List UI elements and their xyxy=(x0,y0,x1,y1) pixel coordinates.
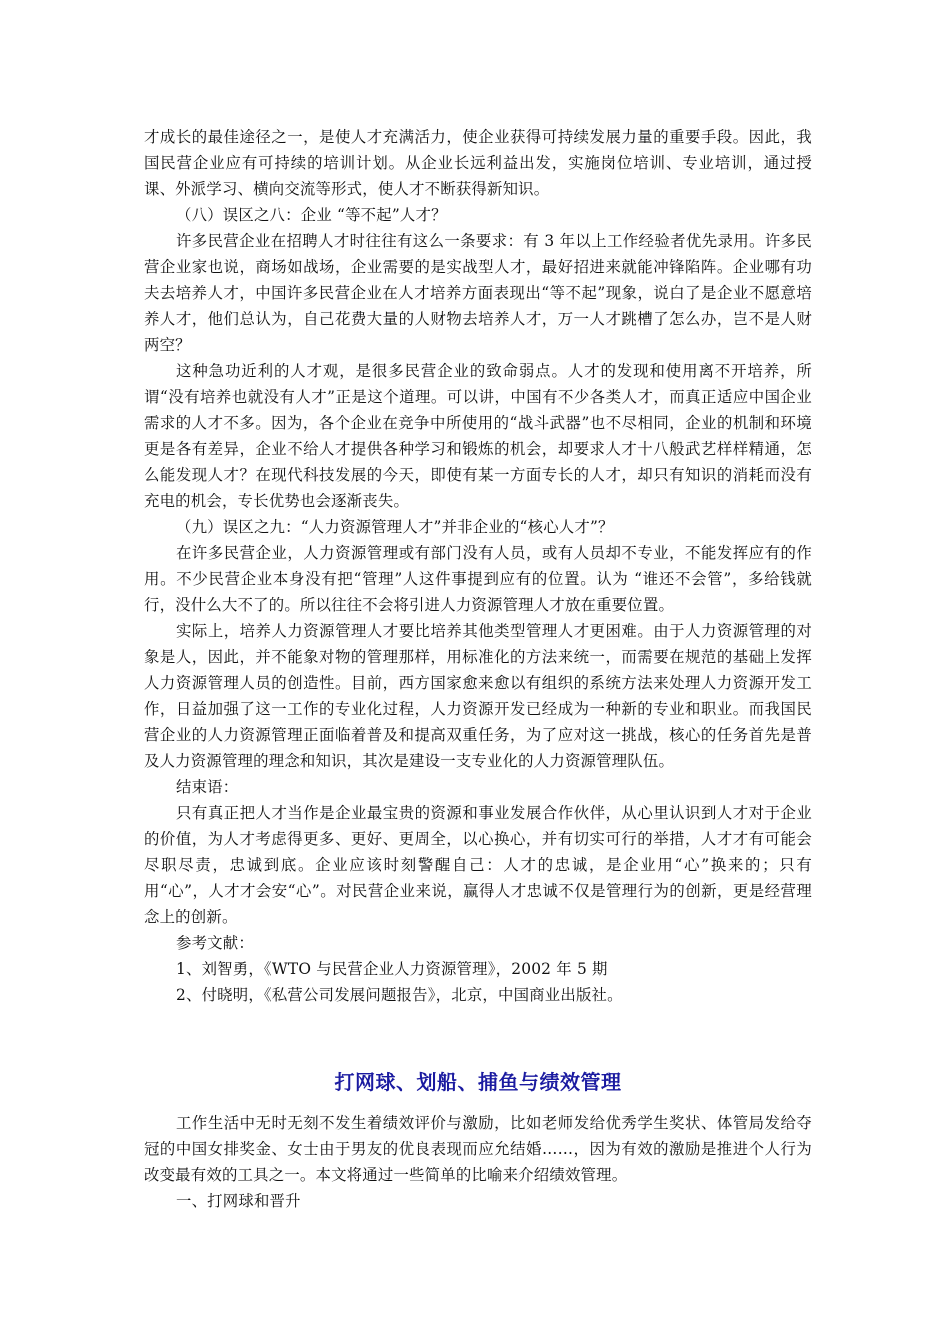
paragraph: 在许多民营企业，人力资源管理或有部门没有人员，或有人员却不专业，不能发挥应有的作用。不少民营企业本身没有把“管理”人这件事提到应有的位置。认为 “谁还不会管”，多给钱就行，没什么大不了的。所以往往不会将引进人力资源管理人才放在重要位置。 xyxy=(144,544,812,614)
paragraph: 才成长的最佳途径之一，是使人才充满活力，使企业获得可持续发展力量的重要手段。因此，我国民营企业应有可持续的培训计划。从企业长远利益出发，实施岗位培训、专业培训，通过授课、外派学习、横向交流等形式，使人才不断获得新知识。 xyxy=(144,128,812,198)
paragraph: 这种急功近利的人才观，是很多民营企业的致命弱点。人才的发现和使用离不开培养，所谓“没有培养也就没有人才”正是这个道理。可以讲，中国有不少各类人才，而真正适应中国企业需求的人才不多。因为，各个企业在竞争中所使用的“战斗武器”也不尽相同，企业的机制和环境更是各有差异，企业不给人才提供各种学习和锻炼的机会，却要求人才十八般武艺样样精通，怎么能发现人才？在现代科技发展的今天，即使有某一方面专长的人才，却只有知识的消耗而没有充电的机会，专长优势也会逐渐丧失。 xyxy=(144,362,812,510)
paragraph: 工作生活中无时无刻不发生着绩效评价与激励，比如老师发给优秀学生奖状、体管局发给夺冠的中国女排奖金、女士由于男友的优良表现而应允结婚……，因为有效的激励是推进个人行为改变最有效的工具之一。本文将通过一些简单的比喻来介绍绩效管理。 xyxy=(144,1114,812,1184)
section-heading: 一、打网球和晋升 xyxy=(176,1192,301,1210)
paragraph: 只有真正把人才当作是企业最宝贵的资源和事业发展合作伙伴，从心里认识到人才对于企业的价值，为人才考虑得更多、更好、更周全，以心换心，并有切实可行的举措，人才才有可能会尽职尽责，忠诚到底。企业应该时刻警醒自己：人才的忠诚，是企业用“心”换来的；只有用“心”，人才才会安“心”。对民营企业来说，赢得人才忠诚不仅是管理行为的创新，更是经营理念上的创新。 xyxy=(144,804,812,926)
paragraph: 实际上，培养人力资源管理人才要比培养其他类型管理人才更困难。由于人力资源管理的对象是人，因此，并不能象对物的管理那样，用标准化的方法来统一，而需要在规范的基础上发挥人力资源管理人员的创造性。目前，西方国家愈来愈以有组织的系统方法来处理人力资源开发工作，日益加强了这一工作的专业化过程，人力资源开发已经成为一种新的专业和职业。而我国民营企业的人力资源管理正面临着普及和提高双重任务，为了应对这一挑战，核心的任务首先是普及人力资源管理的理念和知识，其次是建设一支专业化的人力资源管理队伍。 xyxy=(144,622,812,770)
document-body xyxy=(144,124,812,1008)
reference-item: 2、付晓明，《私营公司发展问题报告》，北京，中国商业出版社。 xyxy=(176,986,623,1004)
article-title: 打网球、划船、捕鱼与绩效管理 xyxy=(334,1070,622,1094)
reference-item: 1、刘智勇，《WTO 与民营企业人力资源管理》，2002 年 5 期 xyxy=(176,960,608,978)
references-heading: 参考文献： xyxy=(176,934,254,952)
paragraph: 许多民营企业在招聘人才时往往有这么一条要求：有 3 年以上工作经验者优先录用。许多民营企业家也说，商场如战场，企业需要的是实战型人才，最好招进来就能冲锋陷阵。企业哪有功夫去培养人才，中国许多民营企业在人才培养方面表现出“等不起”现象，说白了是企业不愿意培养人才，他们总认为，自己花费大量的人财物去培养人才，万一人才跳槽了怎么办，岂不是人财两空？ xyxy=(144,232,812,354)
article-body xyxy=(144,1110,812,1214)
conclusion-heading: 结束语： xyxy=(176,778,239,796)
section-heading: （九）误区之九：“人力资源管理人才”并非企业的“核心人才”？ xyxy=(176,518,614,536)
section-heading: （八）误区之八：企业 “等不起”人才？ xyxy=(176,206,447,224)
